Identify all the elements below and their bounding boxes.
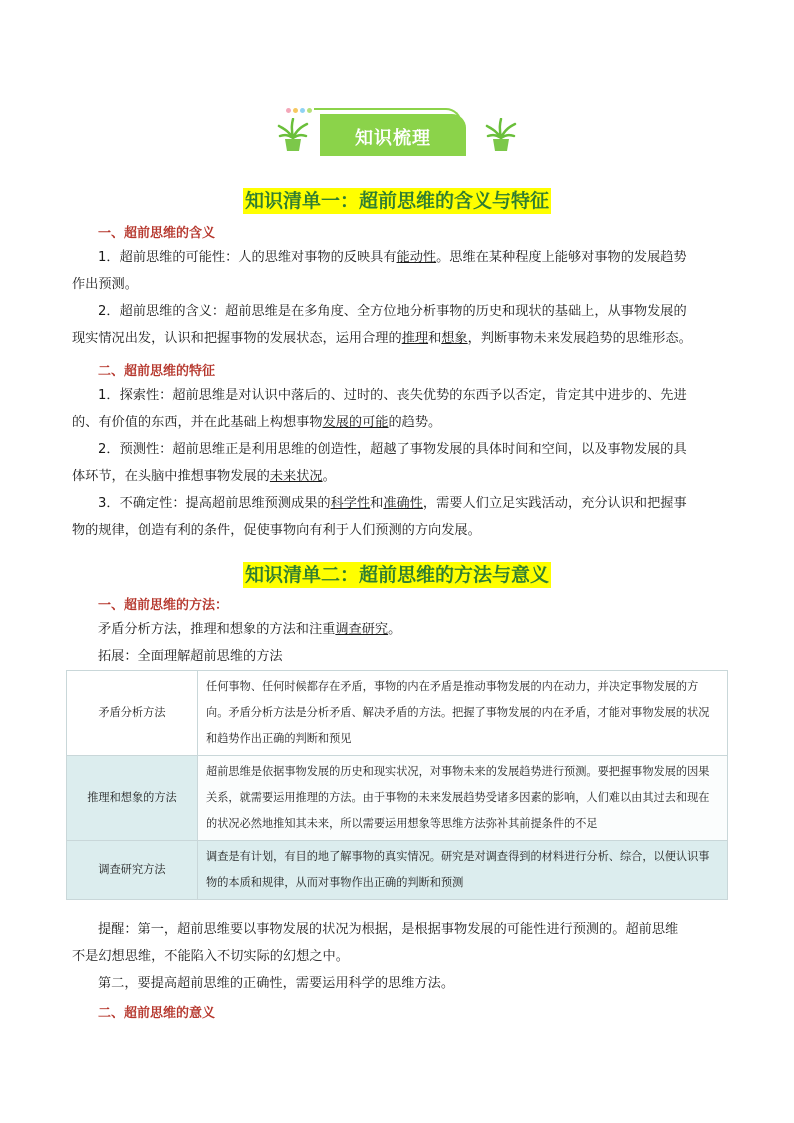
table-cell-value: 任何事物、任何时候都存在矛盾，事物的内在矛盾是推动事物发展的内在动力，并决定事物发展的方向。矛盾分析方法是分析矛盾、解决矛盾的方法。把握了事物发展的内在矛盾，才能对事物发展的状况和趋势作出正确的判断和预见 [198, 671, 728, 756]
list-two-title: 知识清单二：超前思维的方法与意义 [244, 564, 549, 586]
potted-plant-icon [484, 118, 518, 152]
table-row [67, 756, 728, 841]
paragraph-possibility: 1．超前思维的可能性：人的思维对事物的反映具有能动性。思维在某种程度上能够对事物的发展趋势 作出预测。 [72, 250, 687, 292]
paragraph-meaning: 2．超前思维的含义：超前思维是在多角度、全方位地分析事物的历史和现状的基础上，从事物发展的 现实情况出发，认识和把握事物的发展状态，运用合理的推理和想象，判断事物未来发展趋势的思维形态。 [72, 304, 692, 346]
list-one-meaning-heading: 一、超前思维的含义 [98, 226, 216, 241]
list-one-title: 知识清单一：超前思维的含义与特征 [244, 190, 549, 212]
expand-label: 拓展：全面理解超前思维的方法 [98, 649, 283, 664]
list-two-significance-heading: 二、超前思维的意义 [98, 1006, 216, 1021]
paragraph-methods: 矛盾分析方法，推理和想象的方法和注重调查研究。 拓展：全面理解超前思维的方法 [72, 616, 724, 670]
paragraph-exploratory: 1．探索性：超前思维是对认识中落后的、过时的、丧失优势的东西予以否定，肯定其中进步的、先进 的、有价值的东西，并在此基础上构想事物发展的可能的趋势。 [72, 388, 687, 430]
table-cell-key: 调查研究方法 [67, 841, 198, 900]
paragraph-uncertainty: 3．不确定性：提高超前思维预测成果的科学性和准确性，需要人们立足实践活动，充分认识和把握事 物的规律，创造有利的条件，促使事物向有利于人们预测的方向发展。 [72, 496, 687, 538]
paragraph-predictive: 2．预测性：超前思维正是利用思维的创造性，超越了事物发展的具体时间和空间，以及事物发展的具 体环节，在头脑中推想事物发展的未来状况。 [72, 442, 687, 484]
table-row [67, 671, 728, 756]
table-row [67, 841, 728, 900]
table-cell-key: 矛盾分析方法 [67, 671, 198, 756]
banner-title: 知识梳理 [355, 128, 431, 149]
banner-tab [320, 114, 466, 156]
table-cell-value: 超前思维是依据事物发展的历史和现实状况，对事物未来的发展趋势进行预测。要把握事物发展的因果关系，就需要运用推理的方法。由于事物的未来发展趋势受诸多因素的影响，人们难以由其过去和现在的状况必然地推知其未来，所以需要运用想象等思维方法弥补其前提条件的不足 [198, 756, 728, 841]
banner-dots [286, 98, 314, 117]
table-cell-key: 推理和想象的方法 [67, 756, 198, 841]
list-one-feature-heading: 二、超前思维的特征 [98, 364, 216, 379]
list-two-method-heading: 一、超前思维的方法： [98, 598, 229, 613]
methods-table [66, 670, 728, 900]
table-cell-value: 调查是有计划，有目的地了解事物的真实情况。研究是对调查得到的材料进行分析、综合，以便认识事物的本质和规律，从而对事物作出正确的判断和预测 [198, 841, 728, 900]
section-banner [280, 110, 510, 160]
paragraph-reminder: 提醒：第一，超前思维要以事物发展的状况为根据，是根据事物发展的可能性进行预测的。超前思维 不是幻想思维，不能陷入不切实际的幻想之中。 第二，要提高超前思维的正确性，需要运用科学的思维方法。 [72, 922, 679, 991]
